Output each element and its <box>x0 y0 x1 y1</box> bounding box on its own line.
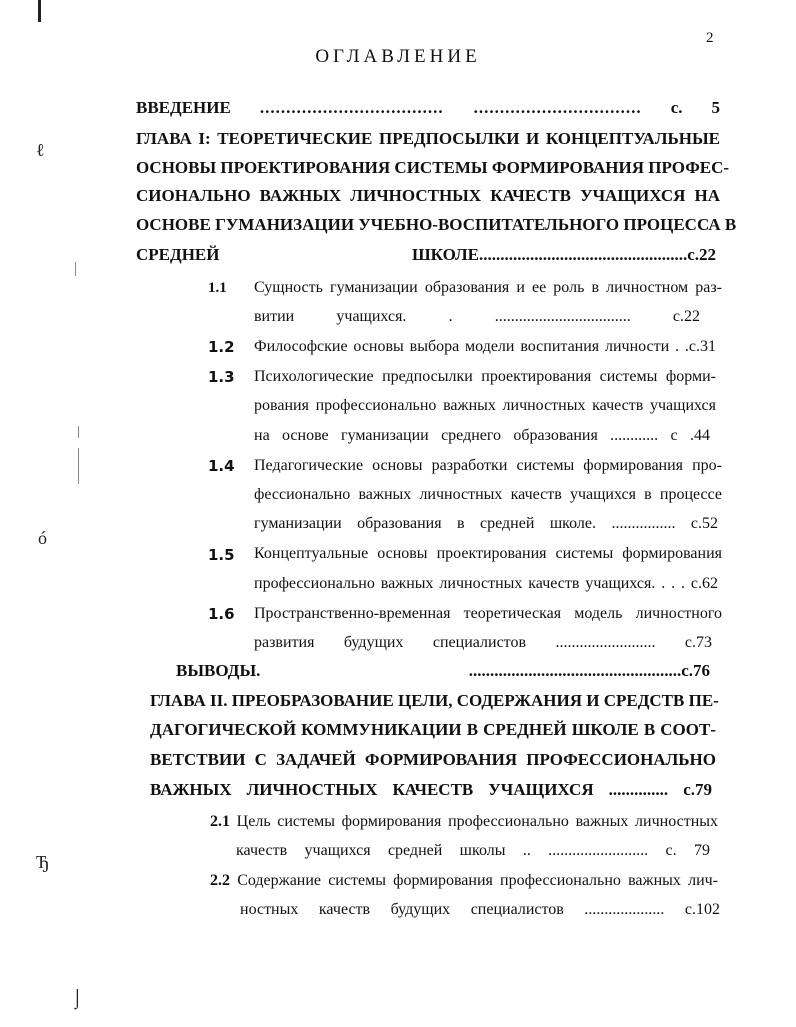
page-title: ОГЛАВЛЕНИЕ <box>315 46 481 67</box>
chapter2-title-line-4[interactable]: ВАЖНЫХ ЛИЧНОСТНЫХ КАЧЕСТВ УЧАЩИХСЯ .............. с.79 <box>150 780 712 799</box>
section-1-6-line-1[interactable]: Пространственно-временная теоретическая модель личностного <box>254 605 722 622</box>
toc-entry-intro[interactable] <box>136 98 720 118</box>
section-1-6-line-2[interactable]: развития будущих специалистов ......................... с.73 <box>254 634 712 651</box>
margin-mark-2: ó <box>38 528 47 548</box>
chapter2-title-line-2[interactable]: ДАГОГИЧЕСКОЙ КОММУНИКАЦИИ В СРЕДНЕЙ ШКОЛЕ В СООТ- <box>150 720 716 739</box>
intro-dots: ................................... ................................ <box>259 98 642 117</box>
section-1-2-line-1[interactable]: Философские основы выбора модели воспитания личности . .с.31 <box>254 338 716 355</box>
section-1-3-line-3[interactable]: на основе гуманизации среднего образования ............ с .44 <box>254 427 710 444</box>
section-2-2-line-1[interactable] <box>210 872 718 890</box>
section-1-3-line-1[interactable]: Психологические предпосылки проектирования системы форми- <box>254 368 716 385</box>
section-number-1-1: 1.1 <box>208 280 227 296</box>
scan-edge-line <box>38 0 41 22</box>
margin-mark-3: Ђ <box>36 852 50 872</box>
chapter1-title-line-2[interactable]: ОСНОВЫ ПРОЕКТИРОВАНИЯ СИСТЕМЫ ФОРМИРОВАНИЯ ПРОФЕС- <box>136 158 730 177</box>
section-1-1-line-2[interactable]: витии учащихся. . .................................. с.22 <box>254 308 700 325</box>
section-2-2-line-2[interactable]: ностных качеств будущих специалистов .................... с.102 <box>240 901 720 918</box>
chapter2-title-line-3[interactable]: ВЕТСТВИИ С ЗАДАЧЕЙ ФОРМИРОВАНИЯ ПРОФЕССИОНАЛЬНО <box>150 750 716 769</box>
margin-mark-1: ℓ <box>36 140 45 160</box>
section-2-1-line-2[interactable]: качеств учащихся средней школы .. ......................... с. 79 <box>236 842 710 859</box>
margin-line-1 <box>75 262 76 276</box>
section-1-4-line-3[interactable]: гуманизации образования в средней школе. ................ с.52 <box>254 515 718 532</box>
section-1-4-line-1[interactable]: Педагогические основы разработки системы формирования про- <box>254 457 722 474</box>
section-1-1-line-1[interactable]: Сущность гуманизации образования и ее роль в личностном раз- <box>254 279 722 296</box>
section-2-1-line-1[interactable] <box>210 813 718 831</box>
section-2-1-text: Цель системы формирования профессионально важных личностных <box>236 813 719 830</box>
section-1-5-line-1[interactable]: Концептуальные основы проектирования системы формирования <box>254 545 722 562</box>
chapter1-title-line-4[interactable]: ОСНОВЕ ГУМАНИЗАЦИИ УЧЕБНО-ВОСПИТАТЕЛЬНОГО ПРОЦЕССА В <box>136 215 737 234</box>
section-1-4-line-2[interactable]: фессионально важных личностных качеств учащихся в процессе <box>254 486 722 503</box>
chapter1-title-line-3[interactable]: СИОНАЛЬНО ВАЖНЫХ ЛИЧНОСТНЫХ КАЧЕСТВ УЧАЩИХСЯ НА <box>136 186 720 205</box>
intro-label: ВВЕДЕНИЕ <box>136 98 231 117</box>
intro-page: с. 5 <box>670 98 721 117</box>
chapter1-title-line-5[interactable]: СРЕДНЕЙ ШКОЛЕ.................................................с.22 <box>136 245 716 264</box>
section-number-2-1: 2.1 <box>210 813 230 830</box>
margin-line-3 <box>78 448 79 484</box>
page-number: 2 <box>706 30 714 46</box>
section-number-1-6: 1.6 <box>208 605 235 623</box>
margin-line-2 <box>78 426 79 438</box>
margin-mark-4: ⌡ <box>72 988 83 1008</box>
toc-entry-conclusions[interactable]: ВЫВОДЫ. ..................................................с.76 <box>176 661 710 680</box>
section-number-1-3: 1.3 <box>208 368 235 386</box>
section-number-1-4: 1.4 <box>208 457 235 475</box>
section-1-3-line-2[interactable]: рования профессионально важных личностных качеств учащихся <box>254 397 716 414</box>
section-2-2-text: Содержание системы формирования профессионально важных лич- <box>237 872 719 889</box>
section-number-1-5: 1.5 <box>208 546 235 564</box>
chapter2-title-line-1[interactable]: ГЛАВА II. ПРЕОБРАЗОВАНИЕ ЦЕЛИ, СОДЕРЖАНИЯ И СРЕДСТВ ПЕ- <box>150 691 719 710</box>
section-number-2-2: 2.2 <box>210 872 230 889</box>
section-1-5-line-2[interactable]: профессионально важных личностных качеств учащихся. . . . с.62 <box>254 575 718 592</box>
section-number-1-2: 1.2 <box>208 338 235 356</box>
chapter1-title-line-1[interactable]: ГЛАВА I: ТЕОРЕТИЧЕСКИЕ ПРЕДПОСЫЛКИ И КОНЦЕПТУАЛЬНЫЕ <box>136 129 720 148</box>
